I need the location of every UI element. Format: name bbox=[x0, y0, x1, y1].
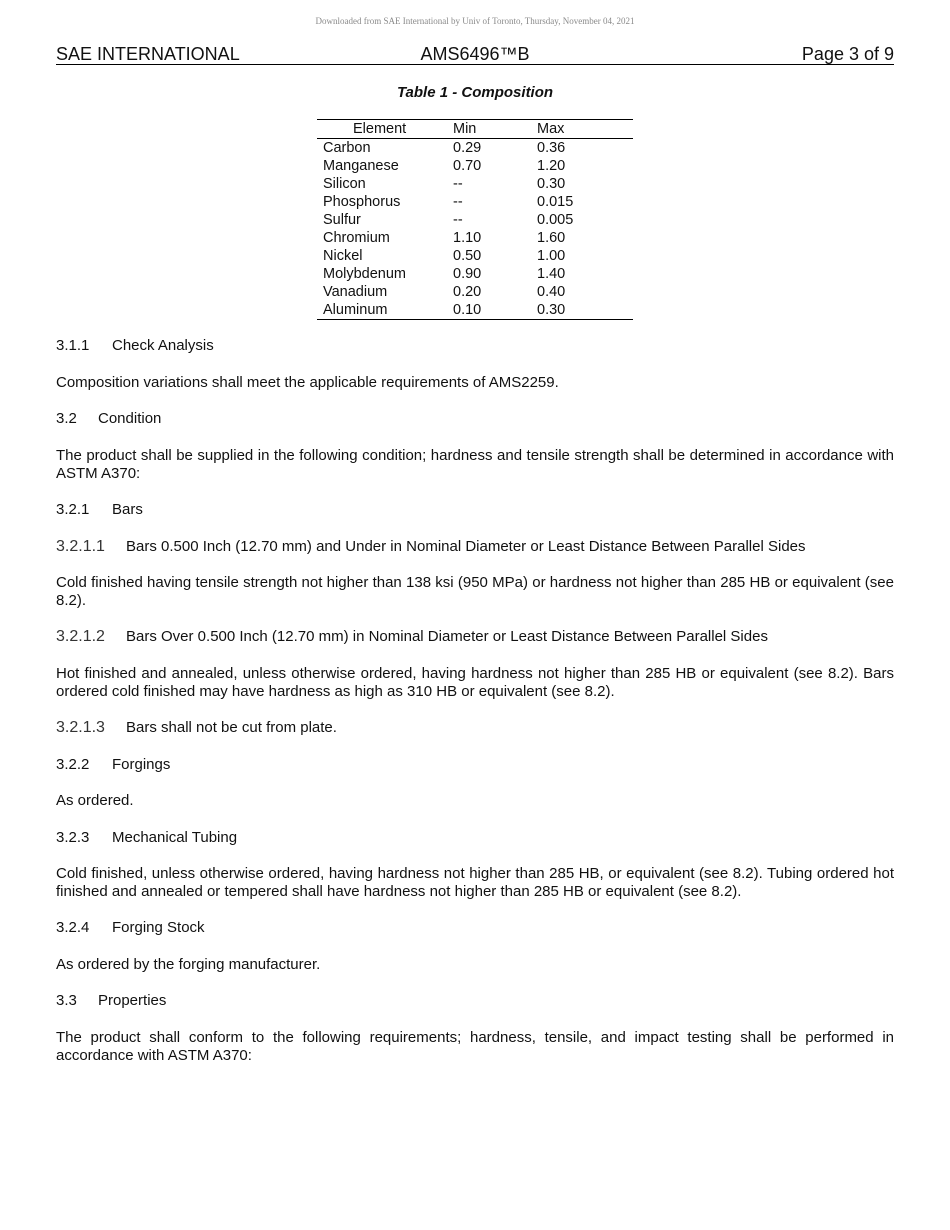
element-cell: Manganese bbox=[323, 158, 399, 174]
column-header: Max bbox=[537, 121, 565, 137]
section-number: 3.2.1 bbox=[56, 501, 90, 518]
section-title: Bars bbox=[112, 501, 143, 518]
element-cell: Silicon bbox=[323, 176, 366, 192]
paragraph-3-2-3: Cold finished, unless otherwise ordered, having hardness not higher than 285 HB, or equivalent (see 8.2). Tubing ordered hot finished and annealed or tempered shall have hardness not higher than 285 HB or equivalent (see 8.2). bbox=[56, 865, 894, 900]
max-cell: 0.30 bbox=[537, 302, 566, 318]
paragraph-3-1-1: Composition variations shall meet the applicable requirements of AMS2259. bbox=[56, 374, 559, 391]
table-row bbox=[317, 157, 633, 175]
section-number: 3.2.1.2 bbox=[56, 628, 105, 645]
section-heading-3-2-4 bbox=[56, 919, 894, 937]
download-watermark: Downloaded from SAE International by Univ of Toronto, Thursday, November 04, 2021 bbox=[315, 16, 635, 26]
min-cell: 0.50 bbox=[453, 248, 482, 264]
paragraph-3-3: The product shall conform to the following requirements; hardness, tensile, and impact testing shall be performed in accordance with ASTM A370: bbox=[56, 1029, 894, 1064]
max-cell: 0.005 bbox=[537, 212, 574, 228]
min-cell: 1.10 bbox=[453, 230, 482, 246]
section-heading-3-2-1-3 bbox=[56, 719, 894, 737]
section-number: 3.1.1 bbox=[56, 337, 90, 354]
header-org: SAE INTERNATIONAL bbox=[56, 44, 240, 64]
table-row bbox=[317, 139, 633, 157]
min-cell: -- bbox=[453, 212, 463, 228]
table-row bbox=[317, 301, 633, 319]
section-heading-3-2-3 bbox=[56, 829, 894, 847]
section-number: 3.2.4 bbox=[56, 919, 90, 936]
section-heading-3-3 bbox=[56, 992, 894, 1010]
paragraph-3-2-2: As ordered. bbox=[56, 792, 134, 809]
section-title: Properties bbox=[98, 992, 167, 1009]
min-cell: 0.90 bbox=[453, 266, 482, 282]
section-heading-3-2-2 bbox=[56, 756, 894, 774]
section-heading-3-2-1 bbox=[56, 501, 894, 519]
section-heading-3-2 bbox=[56, 410, 894, 428]
paragraph-3-2-1-1: Cold finished having tensile strength not higher than 138 ksi (950 MPa) or hardness not higher than 285 HB or equivalent (see 8.2). bbox=[56, 574, 894, 609]
max-cell: 0.36 bbox=[537, 140, 566, 156]
section-number: 3.2 bbox=[56, 410, 77, 427]
section-title: Mechanical Tubing bbox=[112, 829, 238, 846]
min-cell: 0.29 bbox=[453, 140, 482, 156]
max-cell: 0.30 bbox=[537, 176, 566, 192]
element-cell: Molybdenum bbox=[323, 266, 407, 282]
max-cell: 1.60 bbox=[537, 230, 566, 246]
min-cell: -- bbox=[453, 176, 463, 192]
column-header: Element bbox=[353, 121, 407, 137]
section-title: Bars Over 0.500 Inch (12.70 mm) in Nominal Diameter or Least Distance Between Parallel Sides bbox=[126, 628, 768, 645]
composition-table bbox=[317, 119, 633, 320]
min-cell: 0.10 bbox=[453, 302, 482, 318]
section-title: Bars shall not be cut from plate. bbox=[126, 719, 337, 736]
table-header-row bbox=[317, 120, 633, 139]
max-cell: 1.20 bbox=[537, 158, 566, 174]
element-cell: Carbon bbox=[323, 140, 371, 156]
min-cell: -- bbox=[453, 194, 463, 210]
table-row bbox=[317, 283, 633, 301]
header-page-number: Page 3 of 9 bbox=[801, 44, 894, 64]
table-caption: Table 1 - Composition bbox=[396, 84, 554, 101]
element-cell: Vanadium bbox=[323, 284, 388, 300]
min-cell: 0.20 bbox=[453, 284, 482, 300]
section-number: 3.2.1.1 bbox=[56, 538, 105, 555]
table-row bbox=[317, 211, 633, 229]
table-row bbox=[317, 265, 633, 283]
paragraph-3-2-1-2: Hot finished and annealed, unless otherwise ordered, having hardness not higher than 285 HB or equivalent (see 8.2). Bars ordered cold finished may have hardness as high as 310 HB or equivalent (see 8.2). bbox=[56, 665, 894, 700]
section-number: 3.2.1.3 bbox=[56, 719, 105, 736]
max-cell: 1.00 bbox=[537, 248, 566, 264]
paragraph-3-2-4: As ordered by the forging manufacturer. bbox=[56, 956, 321, 973]
min-cell: 0.70 bbox=[453, 158, 482, 174]
max-cell: 1.40 bbox=[537, 266, 566, 282]
section-heading-3-2-1-2 bbox=[56, 628, 894, 646]
table-row bbox=[317, 175, 633, 193]
section-title: Bars 0.500 Inch (12.70 mm) and Under in Nominal Diameter or Least Distance Between Parallel Sides bbox=[126, 538, 806, 555]
max-cell: 0.40 bbox=[537, 284, 566, 300]
element-cell: Sulfur bbox=[323, 212, 361, 228]
section-title: Forging Stock bbox=[112, 919, 205, 936]
paragraph-3-2: The product shall be supplied in the following condition; hardness and tensile strength shall be determined in accordance with ASTM A370: bbox=[56, 447, 894, 482]
element-cell: Nickel bbox=[323, 248, 363, 264]
section-number: 3.3 bbox=[56, 992, 77, 1009]
element-cell: Phosphorus bbox=[323, 194, 401, 210]
section-title: Forgings bbox=[112, 756, 171, 773]
header-doc-number: AMS6496™B bbox=[420, 44, 530, 64]
element-cell: Chromium bbox=[323, 230, 390, 246]
page-header bbox=[56, 44, 894, 65]
section-number: 3.2.2 bbox=[56, 756, 90, 773]
section-heading-3-1-1 bbox=[56, 337, 894, 355]
element-cell: Aluminum bbox=[323, 302, 388, 318]
column-header: Min bbox=[453, 121, 477, 137]
section-title: Condition bbox=[98, 410, 162, 427]
section-heading-3-2-1-1 bbox=[56, 538, 894, 556]
section-number: 3.2.3 bbox=[56, 829, 90, 846]
table-row bbox=[317, 193, 633, 211]
section-title: Check Analysis bbox=[112, 337, 214, 354]
table-row bbox=[317, 247, 633, 265]
table-row bbox=[317, 229, 633, 247]
max-cell: 0.015 bbox=[537, 194, 574, 210]
